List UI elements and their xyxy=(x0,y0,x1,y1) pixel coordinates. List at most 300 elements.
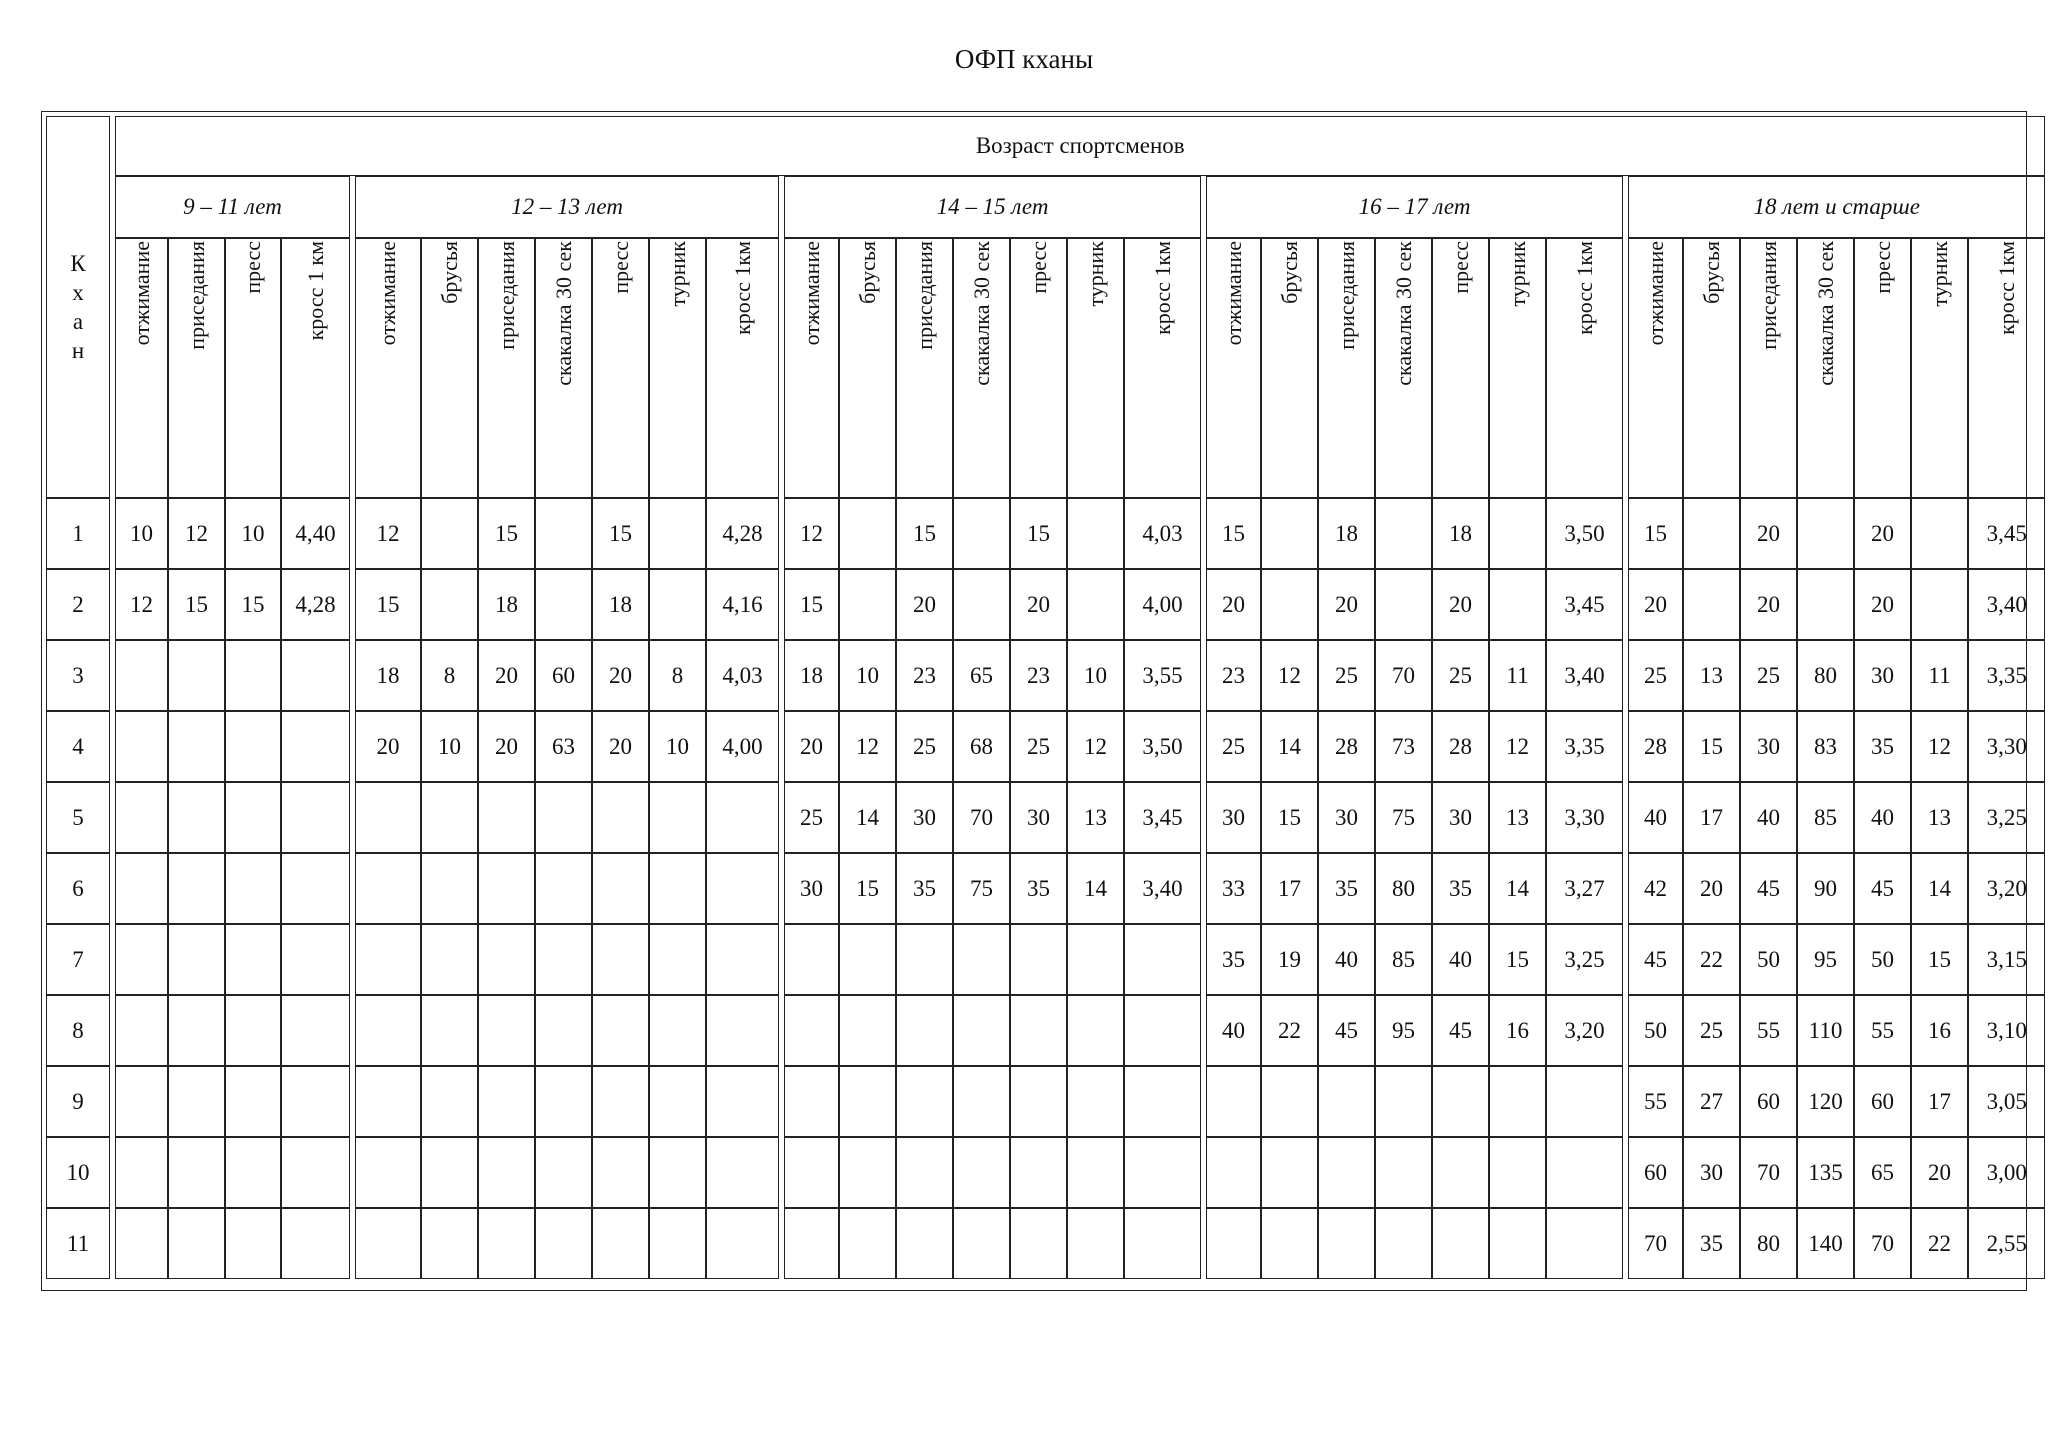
norm-value-cell xyxy=(839,1208,896,1279)
norm-value-cell xyxy=(839,569,896,640)
norm-value-cell: 15 xyxy=(896,498,953,569)
exercise-label: приседания xyxy=(1333,241,1359,350)
norm-value-cell xyxy=(1261,1066,1318,1137)
norm-value-cell: 95 xyxy=(1375,995,1432,1066)
norm-value-cell: 15 xyxy=(1911,924,1968,995)
khan-number: 6 xyxy=(46,853,110,924)
norm-value-cell xyxy=(592,1137,649,1208)
norm-value-cell xyxy=(896,924,953,995)
norm-value-cell xyxy=(1206,1066,1261,1137)
norm-value-cell: 15 xyxy=(168,569,225,640)
norm-value-cell: 50 xyxy=(1740,924,1797,995)
norm-value-cell xyxy=(281,711,350,782)
norm-value-cell xyxy=(784,1137,839,1208)
exercise-label: скакалка 30 сек xyxy=(968,241,994,386)
norm-value-cell xyxy=(281,1208,350,1279)
norm-value-cell xyxy=(1432,1208,1489,1279)
norm-value-cell: 20 xyxy=(592,711,649,782)
norm-value-cell xyxy=(953,1137,1010,1208)
norm-value-cell xyxy=(1489,1137,1546,1208)
norm-value-cell xyxy=(1010,995,1067,1066)
norm-value-cell: 12 xyxy=(1067,711,1124,782)
norm-value-cell xyxy=(706,1208,779,1279)
norm-value-cell xyxy=(953,569,1010,640)
exercise-label: брусья xyxy=(1276,241,1302,304)
norm-value-cell xyxy=(1489,498,1546,569)
norm-value-cell xyxy=(706,782,779,853)
norm-value-cell xyxy=(1911,498,1968,569)
exercise-label: пресс xyxy=(1447,241,1473,294)
norm-value-cell xyxy=(1375,569,1432,640)
norm-value-cell xyxy=(953,1208,1010,1279)
norm-value-cell xyxy=(592,853,649,924)
exercise-header xyxy=(355,238,421,498)
khan-number: 8 xyxy=(46,995,110,1066)
norm-value-cell xyxy=(535,853,592,924)
norm-value-cell xyxy=(706,995,779,1066)
norm-value-cell: 20 xyxy=(1432,569,1489,640)
norm-value-cell: 65 xyxy=(953,640,1010,711)
header-row-age xyxy=(46,116,2045,176)
norm-value-cell xyxy=(1546,1208,1623,1279)
norm-value-cell xyxy=(1797,569,1854,640)
exercise-header xyxy=(1628,238,1683,498)
exercise-header xyxy=(421,238,478,498)
norm-value-cell xyxy=(649,569,706,640)
norm-value-cell: 8 xyxy=(649,640,706,711)
norm-value-cell xyxy=(168,711,225,782)
norm-value-cell: 22 xyxy=(1911,1208,1968,1279)
norm-value-cell xyxy=(1375,1066,1432,1137)
norm-value-cell: 30 xyxy=(896,782,953,853)
exercise-header xyxy=(1683,238,1740,498)
norm-value-cell xyxy=(1124,1137,1201,1208)
norm-value-cell: 14 xyxy=(1489,853,1546,924)
norm-value-cell: 25 xyxy=(1740,640,1797,711)
norm-value-cell xyxy=(535,782,592,853)
norm-value-cell xyxy=(1432,1066,1489,1137)
norm-value-cell xyxy=(1683,498,1740,569)
norm-value-cell xyxy=(535,1208,592,1279)
norm-value-cell: 10 xyxy=(115,498,168,569)
norm-value-cell: 15 xyxy=(1489,924,1546,995)
norm-value-cell xyxy=(478,1066,535,1137)
norm-value-cell xyxy=(281,1137,350,1208)
norm-value-cell: 20 xyxy=(1683,853,1740,924)
norm-value-cell xyxy=(1375,498,1432,569)
norm-value-cell: 75 xyxy=(1375,782,1432,853)
norm-value-cell: 14 xyxy=(1911,853,1968,924)
norm-value-cell xyxy=(281,640,350,711)
norm-value-cell xyxy=(281,995,350,1066)
norm-value-cell: 14 xyxy=(1067,853,1124,924)
norm-value-cell xyxy=(839,924,896,995)
norm-value-cell: 27 xyxy=(1683,1066,1740,1137)
norm-value-cell: 80 xyxy=(1797,640,1854,711)
norm-value-cell: 135 xyxy=(1797,1137,1854,1208)
norm-value-cell: 3,05 xyxy=(1968,1066,2045,1137)
norm-value-cell xyxy=(1010,1137,1067,1208)
norm-value-cell: 15 xyxy=(784,569,839,640)
age-group-header: 14 – 15 лет xyxy=(784,176,1201,238)
norm-value-cell xyxy=(1432,1137,1489,1208)
norm-value-cell xyxy=(953,995,1010,1066)
norm-value-cell: 22 xyxy=(1261,995,1318,1066)
norm-value-cell xyxy=(839,498,896,569)
norm-value-cell: 3,15 xyxy=(1968,924,2045,995)
norm-value-cell: 8 xyxy=(421,640,478,711)
norm-value-cell: 30 xyxy=(1683,1137,1740,1208)
exercise-label: брусья xyxy=(854,241,880,304)
norm-value-cell: 35 xyxy=(1318,853,1375,924)
norm-value-cell: 45 xyxy=(1628,924,1683,995)
norm-value-cell xyxy=(115,1208,168,1279)
norm-value-cell: 11 xyxy=(1489,640,1546,711)
norm-value-cell xyxy=(355,1208,421,1279)
norm-value-cell xyxy=(1067,498,1124,569)
norm-value-cell xyxy=(592,995,649,1066)
norm-value-cell xyxy=(649,853,706,924)
norm-value-cell: 17 xyxy=(1261,853,1318,924)
exercise-header xyxy=(115,238,168,498)
norm-value-cell: 35 xyxy=(1854,711,1911,782)
age-group-header: 12 – 13 лет xyxy=(355,176,779,238)
norm-value-cell xyxy=(649,1137,706,1208)
norm-value-cell: 17 xyxy=(1683,782,1740,853)
age-title-header: Возраст спортсменов xyxy=(115,116,2045,176)
norm-value-cell: 70 xyxy=(953,782,1010,853)
norm-value-cell xyxy=(115,1066,168,1137)
exercise-header xyxy=(1854,238,1911,498)
norm-value-cell xyxy=(896,995,953,1066)
exercise-label: скакалка 30 сек xyxy=(550,241,576,386)
exercise-header xyxy=(1124,238,1201,498)
norm-value-cell xyxy=(421,995,478,1066)
norm-value-cell: 18 xyxy=(355,640,421,711)
norm-value-cell xyxy=(421,782,478,853)
norm-value-cell: 60 xyxy=(1628,1137,1683,1208)
khan-number: 1 xyxy=(46,498,110,569)
norm-value-cell: 10 xyxy=(649,711,706,782)
exercise-label: скакалка 30 сек xyxy=(1812,241,1838,386)
norm-value-cell: 30 xyxy=(1206,782,1261,853)
exercise-label: турник xyxy=(1504,241,1530,307)
norm-value-cell xyxy=(355,995,421,1066)
norm-value-cell: 10 xyxy=(1067,640,1124,711)
norm-value-cell xyxy=(706,1066,779,1137)
khan-header-letter: К xyxy=(70,251,86,276)
exercise-label: пресс xyxy=(1869,241,1895,294)
norm-value-cell xyxy=(281,924,350,995)
norm-value-cell: 20 xyxy=(1628,569,1683,640)
norm-value-cell xyxy=(115,782,168,853)
khan-header-letter: н xyxy=(71,338,85,363)
norm-value-cell xyxy=(168,1066,225,1137)
norm-value-cell: 42 xyxy=(1628,853,1683,924)
norm-value-cell: 3,45 xyxy=(1546,569,1623,640)
norm-value-cell: 3,25 xyxy=(1546,924,1623,995)
exercise-header xyxy=(1911,238,1968,498)
norm-value-cell: 30 xyxy=(1740,711,1797,782)
exercise-header xyxy=(225,238,281,498)
exercise-label: турник xyxy=(664,241,690,307)
exercise-header xyxy=(896,238,953,498)
khan-number: 9 xyxy=(46,1066,110,1137)
norm-value-cell: 12 xyxy=(1911,711,1968,782)
norm-value-cell xyxy=(649,498,706,569)
norm-value-cell: 70 xyxy=(1740,1137,1797,1208)
norm-value-cell: 19 xyxy=(1261,924,1318,995)
norm-value-cell xyxy=(896,1066,953,1137)
norm-value-cell: 12 xyxy=(784,498,839,569)
norm-value-cell xyxy=(225,711,281,782)
norm-value-cell xyxy=(115,640,168,711)
norm-value-cell: 3,27 xyxy=(1546,853,1623,924)
norm-value-cell xyxy=(953,924,1010,995)
exercise-label: брусья xyxy=(436,241,462,304)
exercise-label: скакалка 30 сек xyxy=(1390,241,1416,386)
norm-value-cell: 4,00 xyxy=(706,711,779,782)
norm-value-cell: 25 xyxy=(784,782,839,853)
exercise-header xyxy=(592,238,649,498)
khan-number: 4 xyxy=(46,711,110,782)
norm-value-cell: 55 xyxy=(1740,995,1797,1066)
exercise-label: турник xyxy=(1926,241,1952,307)
norm-value-cell xyxy=(592,1208,649,1279)
norm-value-cell xyxy=(1683,569,1740,640)
norm-value-cell: 40 xyxy=(1318,924,1375,995)
norm-value-cell xyxy=(355,853,421,924)
norm-value-cell xyxy=(535,995,592,1066)
norm-value-cell: 95 xyxy=(1797,924,1854,995)
norm-value-cell: 17 xyxy=(1911,1066,1968,1137)
exercise-label: турник xyxy=(1082,241,1108,307)
norm-value-cell: 3,35 xyxy=(1968,640,2045,711)
norm-value-cell: 68 xyxy=(953,711,1010,782)
norm-value-cell: 15 xyxy=(1010,498,1067,569)
exercise-header xyxy=(1375,238,1432,498)
norm-value-cell: 4,40 xyxy=(281,498,350,569)
norm-value-cell: 73 xyxy=(1375,711,1432,782)
exercise-label: кросс 1км xyxy=(1149,241,1175,335)
norm-value-cell xyxy=(355,1137,421,1208)
norm-value-cell xyxy=(421,1066,478,1137)
norm-value-cell: 3,40 xyxy=(1546,640,1623,711)
norm-value-cell: 63 xyxy=(535,711,592,782)
norm-value-cell: 60 xyxy=(1854,1066,1911,1137)
norm-value-cell: 75 xyxy=(953,853,1010,924)
exercise-label: приседания xyxy=(493,241,519,350)
norm-value-cell: 20 xyxy=(478,640,535,711)
exercise-label: кросс 1км xyxy=(729,241,755,335)
norm-value-cell xyxy=(784,1066,839,1137)
exercise-label: пресс xyxy=(1025,241,1051,294)
norm-value-cell: 50 xyxy=(1628,995,1683,1066)
norm-value-cell xyxy=(1261,1208,1318,1279)
norm-value-cell: 23 xyxy=(896,640,953,711)
norm-value-cell xyxy=(535,1137,592,1208)
norm-value-cell: 20 xyxy=(355,711,421,782)
norm-value-cell xyxy=(649,995,706,1066)
norm-value-cell: 28 xyxy=(1628,711,1683,782)
exercise-label: отжимание xyxy=(128,241,154,346)
table-row xyxy=(46,569,2045,640)
exercise-header xyxy=(784,238,839,498)
norm-value-cell xyxy=(1375,1208,1432,1279)
exercise-header xyxy=(1261,238,1318,498)
norm-value-cell: 11 xyxy=(1911,640,1968,711)
norm-value-cell xyxy=(421,498,478,569)
khan-number: 3 xyxy=(46,640,110,711)
khan-number: 10 xyxy=(46,1137,110,1208)
norm-value-cell: 4,00 xyxy=(1124,569,1201,640)
norm-value-cell: 20 xyxy=(1010,569,1067,640)
norm-value-cell xyxy=(1489,1208,1546,1279)
norm-value-cell: 20 xyxy=(1206,569,1261,640)
norm-value-cell xyxy=(225,1137,281,1208)
norm-value-cell: 45 xyxy=(1854,853,1911,924)
norm-value-cell: 16 xyxy=(1489,995,1546,1066)
norm-value-cell: 14 xyxy=(1261,711,1318,782)
norm-value-cell xyxy=(1206,1208,1261,1279)
norm-value-cell xyxy=(1067,995,1124,1066)
exercise-header xyxy=(953,238,1010,498)
exercise-header xyxy=(535,238,592,498)
norm-value-cell: 13 xyxy=(1489,782,1546,853)
norm-value-cell: 23 xyxy=(1010,640,1067,711)
norm-value-cell: 12 xyxy=(839,711,896,782)
norm-value-cell xyxy=(1261,498,1318,569)
norm-value-cell: 3,50 xyxy=(1124,711,1201,782)
norm-value-cell: 40 xyxy=(1628,782,1683,853)
exercise-header xyxy=(168,238,225,498)
norm-value-cell xyxy=(839,1066,896,1137)
norm-value-cell: 15 xyxy=(478,498,535,569)
norm-value-cell: 10 xyxy=(839,640,896,711)
norm-value-cell: 85 xyxy=(1375,924,1432,995)
norm-value-cell: 20 xyxy=(478,711,535,782)
norm-value-cell: 40 xyxy=(1206,995,1261,1066)
exercise-header xyxy=(1489,238,1546,498)
norm-value-cell: 3,40 xyxy=(1968,569,2045,640)
norm-value-cell: 20 xyxy=(1740,569,1797,640)
exercise-label: отжимание xyxy=(375,241,400,346)
norm-value-cell: 20 xyxy=(1740,498,1797,569)
norm-value-cell: 20 xyxy=(1854,498,1911,569)
exercise-header xyxy=(1546,238,1623,498)
norm-value-cell xyxy=(115,924,168,995)
norm-value-cell: 4,03 xyxy=(706,640,779,711)
norm-value-cell: 12 xyxy=(1489,711,1546,782)
norm-value-cell xyxy=(115,853,168,924)
norm-value-cell xyxy=(1546,1066,1623,1137)
header-row-exercises xyxy=(46,238,2045,498)
exercise-header xyxy=(839,238,896,498)
norm-value-cell: 120 xyxy=(1797,1066,1854,1137)
norm-value-cell: 35 xyxy=(1432,853,1489,924)
khan-header-letter: х xyxy=(72,280,84,305)
norm-value-cell: 18 xyxy=(784,640,839,711)
norm-value-cell xyxy=(355,782,421,853)
norm-value-cell xyxy=(225,640,281,711)
norm-value-cell: 14 xyxy=(839,782,896,853)
norm-value-cell: 12 xyxy=(1261,640,1318,711)
norm-value-cell: 18 xyxy=(1318,498,1375,569)
norm-value-cell: 80 xyxy=(1375,853,1432,924)
norm-value-cell: 22 xyxy=(1683,924,1740,995)
norm-value-cell xyxy=(168,1137,225,1208)
norm-value-cell xyxy=(839,1137,896,1208)
norm-value-cell xyxy=(1067,924,1124,995)
norm-value-cell xyxy=(953,1066,1010,1137)
norm-value-cell xyxy=(168,924,225,995)
norm-value-cell: 3,40 xyxy=(1124,853,1201,924)
norm-value-cell xyxy=(281,853,350,924)
norm-value-cell xyxy=(168,853,225,924)
norm-value-cell xyxy=(478,1137,535,1208)
norm-value-cell: 70 xyxy=(1854,1208,1911,1279)
norm-value-cell: 13 xyxy=(1911,782,1968,853)
norm-value-cell xyxy=(168,782,225,853)
norm-value-cell: 16 xyxy=(1911,995,1968,1066)
norm-value-cell: 80 xyxy=(1740,1208,1797,1279)
norm-value-cell: 3,25 xyxy=(1968,782,2045,853)
norm-value-cell: 25 xyxy=(1628,640,1683,711)
table-row xyxy=(46,640,2045,711)
norm-value-cell: 15 xyxy=(225,569,281,640)
exercise-header xyxy=(1206,238,1261,498)
norm-value-cell xyxy=(225,995,281,1066)
norm-value-cell xyxy=(535,1066,592,1137)
norm-value-cell: 28 xyxy=(1432,711,1489,782)
exercise-label: пресс xyxy=(607,241,633,294)
norm-value-cell: 15 xyxy=(1206,498,1261,569)
norm-value-cell: 33 xyxy=(1206,853,1261,924)
table-row xyxy=(46,1137,2045,1208)
norm-value-cell xyxy=(1261,569,1318,640)
norm-value-cell xyxy=(1206,1137,1261,1208)
norm-value-cell xyxy=(225,1066,281,1137)
norm-value-cell: 30 xyxy=(1854,640,1911,711)
norm-value-cell xyxy=(784,924,839,995)
norm-value-cell xyxy=(1067,1066,1124,1137)
norm-value-cell: 10 xyxy=(225,498,281,569)
norm-value-cell xyxy=(1067,1137,1124,1208)
norm-value-cell: 2,55 xyxy=(1968,1208,2045,1279)
norm-value-cell: 70 xyxy=(1628,1208,1683,1279)
norm-value-cell: 25 xyxy=(1010,711,1067,782)
norm-value-cell xyxy=(421,1137,478,1208)
norm-value-cell: 65 xyxy=(1854,1137,1911,1208)
norm-value-cell: 15 xyxy=(1628,498,1683,569)
norm-value-cell xyxy=(1375,1137,1432,1208)
norm-value-cell: 35 xyxy=(896,853,953,924)
norm-value-cell: 25 xyxy=(1318,640,1375,711)
exercise-header xyxy=(1968,238,2045,498)
norm-value-cell xyxy=(1318,1137,1375,1208)
khan-header-letter: а xyxy=(72,309,84,334)
norm-value-cell xyxy=(592,924,649,995)
table-row xyxy=(46,782,2045,853)
norm-value-cell xyxy=(1124,1208,1201,1279)
norm-value-cell: 12 xyxy=(168,498,225,569)
norm-value-cell xyxy=(1261,1137,1318,1208)
norm-value-cell xyxy=(706,1137,779,1208)
exercise-label: приседания xyxy=(1755,241,1781,350)
exercise-label: отжимание xyxy=(1642,241,1668,346)
norm-value-cell: 3,45 xyxy=(1124,782,1201,853)
norm-value-cell: 25 xyxy=(896,711,953,782)
